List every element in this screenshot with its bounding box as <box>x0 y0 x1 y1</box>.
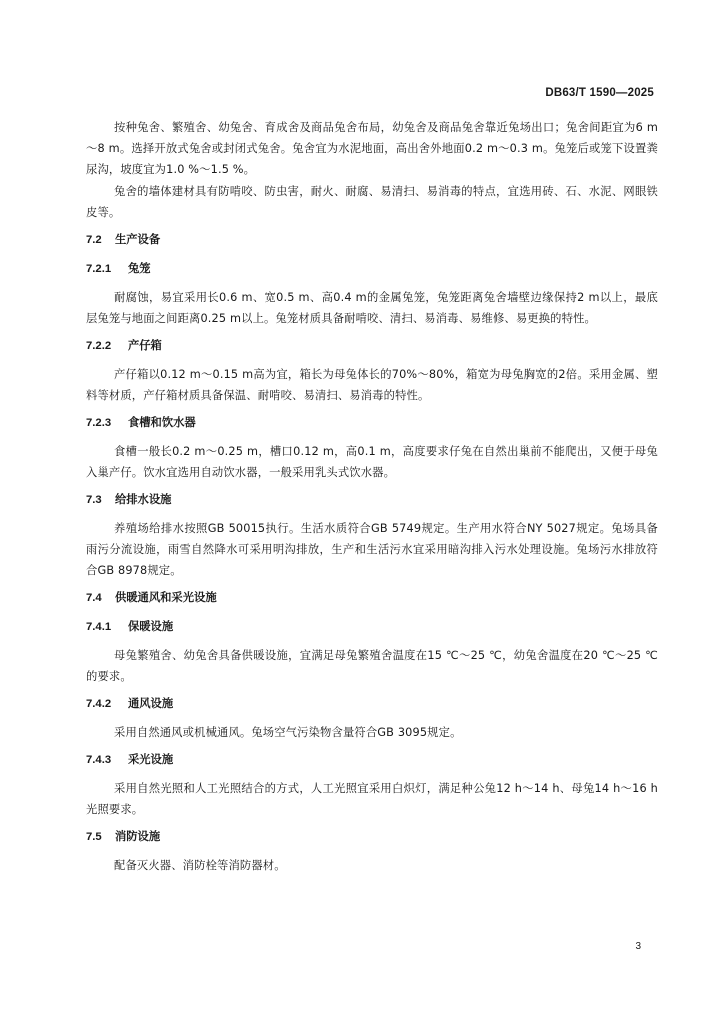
document-code: DB63/T 1590—2025 <box>545 87 654 99</box>
section-number: 7.2.1 <box>86 263 112 275</box>
section-title: 食槽和饮水器 <box>127 416 196 429</box>
section-heading-7-4-1 <box>86 616 658 638</box>
section-heading-7-4-2 <box>86 693 658 715</box>
paragraph-nest-box: 产仔箱以0.12 m～0.15 m高为宜，箱长为母兔体长的70%～80%，箱宽为母兔胸宽的2倍。采用金属、塑料等材质，产仔箱材质具备保温、耐啃咬、易清扫、易消毒的特性。 <box>86 368 658 402</box>
document-body <box>86 117 658 877</box>
paragraph-lighting: 采用自然光照和人工光照结合的方式，人工光照宜采用白炽灯，满足种公兔12 h～14 h、母兔14 h～16 h光照要求。 <box>86 782 658 816</box>
section-title: 给排水设施 <box>114 493 172 506</box>
section-heading-7-2-2 <box>86 335 658 357</box>
section-number: 7.5 <box>86 831 102 843</box>
paragraph-heating: 母兔繁殖舍、幼兔舍具备供暖设施，宜满足母兔繁殖舍温度在15 ℃～25 ℃，幼兔舍温度在20 ℃～25 ℃的要求。 <box>86 649 658 683</box>
section-title: 供暖通风和采光设施 <box>114 591 217 604</box>
section-title: 生产设备 <box>114 233 161 246</box>
paragraph-layout: 按种兔舍、繁殖舍、幼兔舍、育成舍及商品兔舍布局，幼兔舍及商品兔舍靠近兔场出口；兔舍间距宜为6 m～8 m。选择开放式兔舍或封闭式兔舍。兔舍宜为水泥地面，高出舍外地面0.2 m～0.3 m。兔笼后或笼下设置粪尿沟，坡度宜为1.0 %～1.5 %。 <box>86 121 658 176</box>
paragraph-water-supply: 养殖场给排水按照GB 50015执行。生活水质符合GB 5749规定。生产用水符合NY 5027规定。兔场具备雨污分流设施，雨雪自然降水可采用明沟排放，生产和生活污水宜采用暗沟排入污水处理设施。兔场污水排放符合GB 8978规定。 <box>86 522 658 577</box>
page-number: 3 <box>635 941 641 952</box>
paragraph-rabbit-cage: 耐腐蚀，易宜采用长0.6 m、宽0.5 m、高0.4 m的金属兔笼，兔笼距离兔舍墙壁边缘保持2 m以上，最底层兔笼与地面之间距离0.25 m以上。兔笼材质具备耐啃咬、清扫、易消毒、易维修、易更换的特性。 <box>86 291 658 325</box>
paragraph-feeder-drinker: 食槽一般长0.2 m～0.25 m，槽口0.12 m，高0.1 m，高度要求仔兔在自然出巢前不能爬出，又便于母兔入巢产仔。饮水宜选用自动饮水器，一般采用乳头式饮水器。 <box>86 445 658 479</box>
section-heading-7-2-3 <box>86 412 658 434</box>
section-number: 7.2.2 <box>86 340 112 352</box>
section-number: 7.4.3 <box>86 754 112 766</box>
paragraph-fire-protection: 配备灭火器、消防栓等消防器材。 <box>114 859 286 872</box>
section-heading-7-2-1 <box>86 258 658 280</box>
section-number: 7.4.1 <box>86 621 112 633</box>
section-heading-7-2 <box>86 229 658 251</box>
section-title: 采光设施 <box>127 753 174 766</box>
section-title: 兔笼 <box>127 262 151 275</box>
section-title: 保暖设施 <box>127 620 174 633</box>
paragraph-wall-materials: 兔舍的墙体建材具有防啃咬、防虫害，耐火、耐腐、易清扫、易消毒的特点，宜选用砖、石、水泥、网眼铁皮等。 <box>86 185 658 219</box>
section-title: 通风设施 <box>127 697 174 710</box>
section-number: 7.4.2 <box>86 698 112 710</box>
section-number: 7.2.3 <box>86 417 112 429</box>
section-heading-7-4 <box>86 587 658 609</box>
paragraph-ventilation: 采用自然通风或机械通风。兔场空气污染物含量符合GB 3095规定。 <box>114 726 462 739</box>
section-number: 7.4 <box>86 592 102 604</box>
section-number: 7.3 <box>86 494 102 506</box>
section-number: 7.2 <box>86 234 102 246</box>
section-heading-7-3 <box>86 489 658 511</box>
section-title: 消防设施 <box>114 830 161 843</box>
section-heading-7-5 <box>86 826 658 848</box>
section-heading-7-4-3 <box>86 749 658 771</box>
section-title: 产仔箱 <box>127 339 162 352</box>
